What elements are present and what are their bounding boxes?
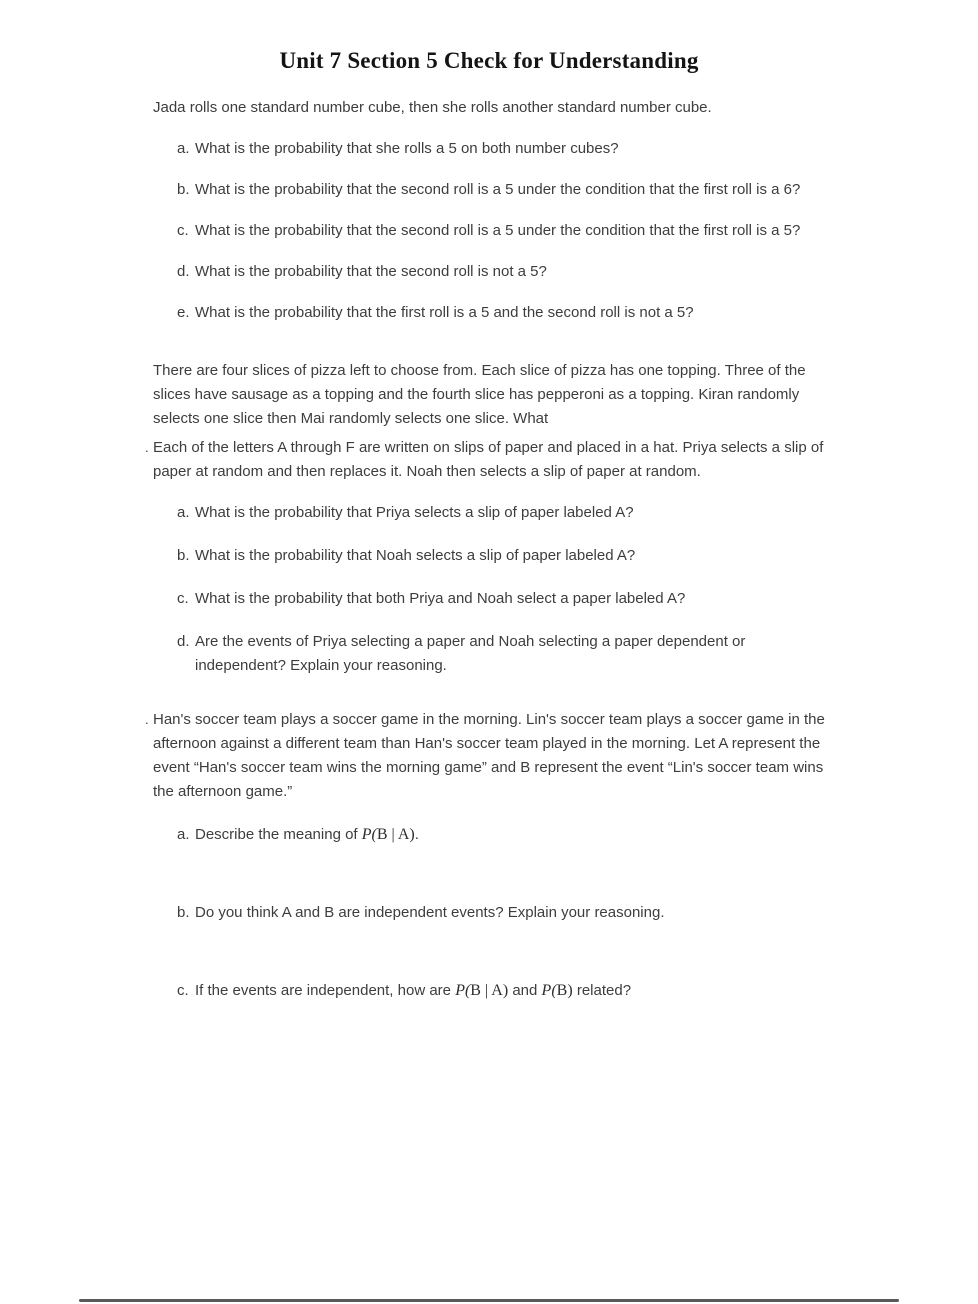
problem-1 bbox=[153, 96, 825, 325]
item-label: d. bbox=[177, 633, 190, 650]
problem-3-intro bbox=[145, 436, 825, 484]
problem-4-intro bbox=[145, 708, 825, 804]
item-text: What is the probability that the second roll is a 5 under the condition that the first roll is a 5? bbox=[195, 222, 801, 239]
item-label: c. bbox=[177, 590, 189, 607]
item-label: b. bbox=[177, 547, 190, 564]
math-expression: P(B | A) bbox=[361, 826, 415, 843]
list-item bbox=[177, 901, 825, 925]
list-item bbox=[177, 178, 825, 202]
item-label: a. bbox=[177, 504, 190, 521]
item-text-post: . bbox=[414, 826, 419, 843]
item-label: b. bbox=[177, 904, 190, 921]
problem-1-intro: Jada rolls one standard number cube, then she rolls another standard number cube. bbox=[153, 99, 712, 116]
item-label: a. bbox=[177, 826, 190, 843]
problem-2 bbox=[153, 359, 825, 431]
bottom-edge-line bbox=[79, 1299, 899, 1302]
list-item bbox=[177, 137, 825, 161]
problem-1-list bbox=[177, 137, 825, 325]
problem-3-list bbox=[177, 501, 825, 678]
list-item bbox=[177, 219, 825, 243]
worksheet-content bbox=[145, 0, 825, 1003]
list-item bbox=[177, 587, 825, 611]
item-text-pre: If the events are independent, how are bbox=[195, 982, 456, 999]
item-text: What is the probability that the first roll is a 5 and the second roll is not a 5? bbox=[195, 304, 694, 321]
item-label: b. bbox=[177, 181, 190, 198]
problem-3 bbox=[145, 436, 825, 678]
problem-4 bbox=[145, 708, 825, 1003]
math-expression: P(B | A) bbox=[455, 982, 509, 999]
math-expression: P(B) bbox=[541, 982, 573, 999]
item-text-pre: Describe the meaning of bbox=[195, 826, 362, 843]
item-text bbox=[195, 901, 825, 925]
page-title: Unit 7 Section 5 Check for Understanding bbox=[279, 48, 699, 73]
clipped-list-marker: . bbox=[145, 440, 149, 455]
list-item bbox=[177, 544, 825, 568]
item-label: d. bbox=[177, 263, 190, 280]
list-item bbox=[177, 630, 825, 678]
problem-4-intro-text: Han's soccer team plays a soccer game in the morning. Lin's soccer team plays a soccer game in the afternoon against a different team than Han's soccer team played in the morning. Let A represent the event “Han's soccer team wins the morning game” and B represent the event “Lin's soccer team wins the afternoon game.” bbox=[153, 711, 825, 800]
item-label: e. bbox=[177, 304, 190, 321]
list-item bbox=[177, 979, 825, 1003]
item-text-mid: and bbox=[508, 982, 542, 999]
list-item bbox=[177, 823, 825, 847]
item-label: a. bbox=[177, 140, 190, 157]
item-label: c. bbox=[177, 222, 189, 239]
item-text: What is the probability that Noah selects a slip of paper labeled A? bbox=[195, 547, 636, 564]
item-label: c. bbox=[177, 982, 189, 999]
item-text bbox=[195, 823, 825, 847]
item-text: What is the probability that she rolls a 5 on both number cubes? bbox=[195, 140, 619, 157]
item-text-pre: Do you think A and B are independent events? Explain your reasoning. bbox=[195, 904, 665, 921]
item-text-post: related? bbox=[572, 982, 632, 999]
item-text: What is the probability that the second roll is a 5 under the condition that the first roll is a 6? bbox=[195, 181, 801, 198]
list-item bbox=[177, 260, 825, 284]
problem-4-list bbox=[177, 823, 825, 1003]
list-item bbox=[177, 501, 825, 525]
list-item bbox=[177, 301, 825, 325]
problem-3-intro-text: Each of the letters A through F are written on slips of paper and placed in a hat. Priya selects a slip of paper at random and then replaces it. Noah then selects a slip of paper at random. bbox=[153, 439, 824, 480]
problem-2-intro: There are four slices of pizza left to choose from. Each slice of pizza has one topping. Three of the slices have sausage as a topping and the fourth slice has pepperoni as a topping. Kiran randomly selects one slice then Mai randomly selects one slice. What bbox=[153, 362, 806, 427]
item-text: What is the probability that both Priya and Noah select a paper labeled A? bbox=[195, 590, 686, 607]
item-text: Are the events of Priya selecting a paper and Noah selecting a paper dependent or independent? Explain your reasoning. bbox=[195, 633, 746, 674]
item-text: What is the probability that the second roll is not a 5? bbox=[195, 263, 547, 280]
clipped-list-marker: . bbox=[145, 712, 149, 727]
item-text bbox=[195, 979, 825, 1003]
item-text: What is the probability that Priya selects a slip of paper labeled A? bbox=[195, 504, 634, 521]
